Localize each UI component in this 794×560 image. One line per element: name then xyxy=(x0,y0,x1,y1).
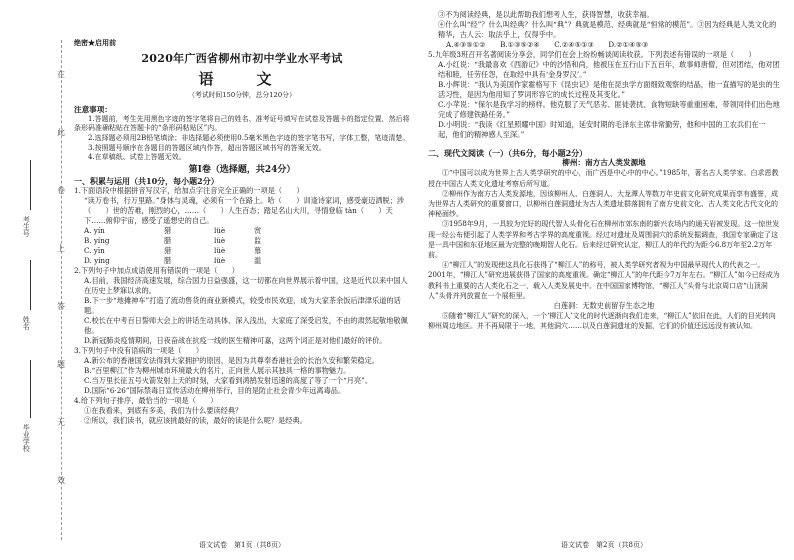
option-a-2: 猎 xyxy=(164,226,172,236)
note-item: 2.选择题必须用2B铅笔填涂；非选择题必须使用0.5毫米黑色字迹的签字笔书写，字体工整，笔迹清楚。 xyxy=(88,134,410,142)
option-d: D. yíng xyxy=(84,256,110,266)
article-paragraph: ⑤随着“柳江人”研究的深入，一个‘柳江人’文化的时代逐渐向我们走来，“柳江人”依旧在此，人们的目光转向柳州周边地区。并不再局限于一地，其他洞穴……以及白莲洞遗址的发掘，它们的价值还远远没有被认知。 xyxy=(428,312,776,331)
option-a-4: 赏 xyxy=(254,226,262,236)
question-2-option: C.校长在中考百日誓师大会上的讲话生动具体、深入浅出，大家庭了深受启发，不由的肃然起敬地敬佩他。 xyxy=(84,316,408,336)
question-2-option: A.目前，我国经济高速发展，综合国力日益强盛，这一切都在向世界展示着中国，这是近代以来中国人在历史上梦寐以求的。 xyxy=(84,276,408,296)
article-title: 柳州：南方古人类发源地 xyxy=(562,158,646,168)
seal-char: 卷 xyxy=(57,186,65,195)
question-4-options: A.④③⑤①② B.①③⑤②④ C.②④⑤①③ D.②①④⑤③ xyxy=(446,40,649,49)
question-3-stem: 3.下列句子中没有语病的一项是（ ） xyxy=(74,346,204,356)
seal-char: 答 xyxy=(57,302,65,311)
school-line xyxy=(30,360,31,418)
question-5-option: B.小辉说：“我认为美国作家霍格写下《昆虫记》是他在昆虫学方面细致观察的结晶，他一直描写的是虫的生活习性，是因为他用知了罗词形容它的成长过程及其变化。” xyxy=(438,80,780,99)
option-b: B. yíng xyxy=(84,236,110,246)
subject-title: 语 文 xyxy=(198,70,286,89)
question-2-option: B.下一步“地摊神车”打造了流动售货的商业新模式，较受市民欢迎，成为大家茶余饭后津津乐道的话题。 xyxy=(84,296,401,316)
seal-char: 此 xyxy=(57,128,65,137)
question-4-sentence: ④什么叫“经”？什么叫经典？什么叫“典”？典就是模范、经典就是“恒常的模范”。③因为经典是人类文化的精华，古人云：取法乎上，仅得乎中。 xyxy=(438,20,777,39)
option-c-3: lüè xyxy=(214,246,226,256)
option-d-3: lüè xyxy=(214,256,226,266)
option-b-4: 监 xyxy=(254,236,262,246)
seal-line xyxy=(61,40,62,540)
question-4-sentence: ③不为阅读经典，是以此帮助我们想考人生，获得智慧，收获幸福。 xyxy=(438,10,654,19)
question-4-stem: 4.给下列句子排序，最恰当的一项是（ ） xyxy=(74,396,218,406)
volume-title: 第Ⅰ卷（选择题，共24分） xyxy=(188,164,296,175)
candidate-number-label: 考生号 xyxy=(22,216,31,237)
question-1-passage: “读万卷书，行万里路。”身体与灵魂，必须有一个在路上。哈（ ）训逢诗家词，感受豪迈洒脱；涉（ ）世的苦难，刚烈的心，……（ ）人生百态；踏足名山大川，寻情登临 tàn（ ）天下……俯仰宇宙，感受了遥想史的自己。 xyxy=(84,196,405,226)
question-1-options xyxy=(74,246,410,256)
option-c-2: 猎 xyxy=(164,246,172,256)
page-footer: 语文试卷 第1页（共8页） xyxy=(199,540,285,549)
seal-char: 在 xyxy=(57,70,65,79)
question-5-option: D.小明说：“我读《红星照耀中国》时知道，延安时期的毛泽东主席非常勤劳，他和中国的工农兵们在一起，他们的精神感人至深。” xyxy=(438,120,766,139)
article-paragraph: ①“中国可以成为世界上古人类学研究的中心，而广西是中心中的中心。”1985年，著名古人类学家、白求恩教授在中国古人类文化遗址考察后所写道。 xyxy=(428,169,779,188)
question-2-option: D.新冠肺炎疫情期间，日夜奋战在抗疫一线的医生精神可嘉，这两个词正是对他们最好的评价。 xyxy=(84,336,387,346)
option-a: A. yín xyxy=(84,226,105,236)
question-5-option: A.小红说：“我最喜欢《西游记》中的沙悟和尚，他被压在五行山下五百年，敢事师唐僧，但对团结，他对团结和睦，任劳任怨，在取经中具有‘金身罗汉’。” xyxy=(438,60,780,79)
question-3-option: A.新公布的香港国安法得到大家拥护的原因，是因为共尊奉香港社会的长治久安和繁荣稳定。 xyxy=(84,356,379,366)
name-line xyxy=(30,260,31,310)
school-label: 毕业学校 xyxy=(22,424,31,452)
article-paragraph: ④“柳江人”的发现使这具化石获得了“柳江人”的称号，被人类学研究者视为中国最早现代人的代表之一。2001年，“柳江人”研究进展获得了国家的高度重视。确定“柳江人”的年代距今7万年左右。“柳江人”如今已经成为教科书上重要的古人类化石之一，载入人类发展史中。在中国国家博物馆，“柳江人”头骨与北京周口店“山顶洞人”头骨并列放置在一个展柜里。 xyxy=(428,261,780,300)
option-d-4: 滥 xyxy=(254,256,262,266)
binding-margin xyxy=(0,0,64,560)
option-c: C. yīn xyxy=(84,246,105,256)
option-a-3: lüè xyxy=(214,226,226,236)
note-item: 1.答题前，考生先用黑色字迹的签字笔将自己的姓名、准考证号填写在试卷及答题卡的指定位置，然后将条形码准确粘贴在答题卡的“条形码粘贴区”内。 xyxy=(74,114,410,133)
name-label: 姓名 xyxy=(22,316,31,330)
option-d-2: 腊 xyxy=(164,256,172,266)
question-5-option: C.小苹说：“保尔是我学习的榜样。他克服了天气恶劣、匪徒袭扰、食物短缺等重重困难，带领同伴们出色地完成了修建铁路任务。” xyxy=(438,100,780,119)
section-heading: 二、现代文阅读（一）（共6分，每小题2分） xyxy=(428,148,588,158)
page-2 xyxy=(428,0,780,560)
time-note: （考试时间150分钟，总分120分） xyxy=(188,91,296,100)
article-paragraph: ③1958年9月，一具较为完好的现代智人头骨化石在柳州市郊东南的新兴农场内的通天岩被发现。这一惊世发现一经公布便引起了人类学界和考古学界的高度重视。经过对遗址及周围洞穴的系统发掘调查，我国专家确定了这是一具中国和东亚地区最为完整的晚期智人化石。后来经过研究认定，柳江人的年代约为距今6.8万年至2.2万年前。 xyxy=(428,220,780,260)
seal-char: 题 xyxy=(57,360,65,369)
question-5-stem: 5.九年级3班召开名著阅读分享会，同学们在会上纷纷畅谈阅读收获。下列表述有错误的一项是（ ） xyxy=(428,50,756,59)
notes-heading: 注意事项： xyxy=(74,104,112,114)
option-b-3: lüè xyxy=(214,236,226,246)
question-1-options xyxy=(74,256,410,266)
question-3-option: D.国际“6·26”国际禁毒日宣传活动在柳州举行，目的是防止社会青少年远离毒品。 xyxy=(84,386,346,396)
seal-char: 效 xyxy=(57,476,65,485)
candidate-number-line xyxy=(30,160,31,210)
question-4-sentence: ①在我看来，到底有多美，我们为什么要读经典？ xyxy=(84,406,243,416)
option-b-2: 腊 xyxy=(164,236,172,246)
section-heading: 一、积累与运用（共10分，每小题2分） xyxy=(74,175,219,186)
page-footer: 语文试卷 第2页（共8页） xyxy=(561,540,647,549)
note-item: 3.按照题号顺序在各题目的答题区域内作答，超出答题区域书写的答案无效。 xyxy=(88,143,326,152)
article-subheading: 白莲洞：无数史前留存生态之地 xyxy=(553,301,655,311)
page-1 xyxy=(74,0,410,560)
question-3-option: C.当万里长征五号火箭发射上天的时刻，大家看到鸿鹄发射迅速的高度了等了一个“月亮”。 xyxy=(84,376,373,386)
question-1-options xyxy=(74,226,410,236)
seal-char: 上 xyxy=(57,244,65,253)
question-2-stem: 2.下列句子中加点成语使用有错误的一项是（ ） xyxy=(74,266,239,276)
seal-char: 无 xyxy=(57,418,65,427)
question-1-options xyxy=(74,236,410,246)
option-c-4: 慕 xyxy=(254,246,262,256)
secret-mark: 绝密★启用前 xyxy=(74,38,116,47)
question-4-sentence: ②所以，我们读书，就应该挑最好的读，最好的读是什么呢？是经典。 xyxy=(84,416,307,426)
article-paragraph: ②柳州作为南方古人类发源地，因该柳州人、白莲洞人、大龙潭人等数万年史前文化研究成果而享有盛誉，成为世界古人类研究的重要窗口，以柳州白莲洞遗址为古人类遗址群落拥有了南方史前文化、古人类文化古代文化的神秘面纱。 xyxy=(428,189,778,219)
exam-title: 2020年广西省柳州市初中学业水平考试 xyxy=(141,52,343,66)
note-item: 4.在草稿纸、试卷上答题无效。 xyxy=(88,153,186,162)
question-3-option: B.“百里柳江”作为柳州城市环境最大的名片，正向世人展示其独具一格的事物魅力。 xyxy=(84,366,351,376)
question-1-stem: 1.下面语段中根据拼音写汉字，给加点字注音完全正确的一项是（ ） xyxy=(74,186,304,196)
